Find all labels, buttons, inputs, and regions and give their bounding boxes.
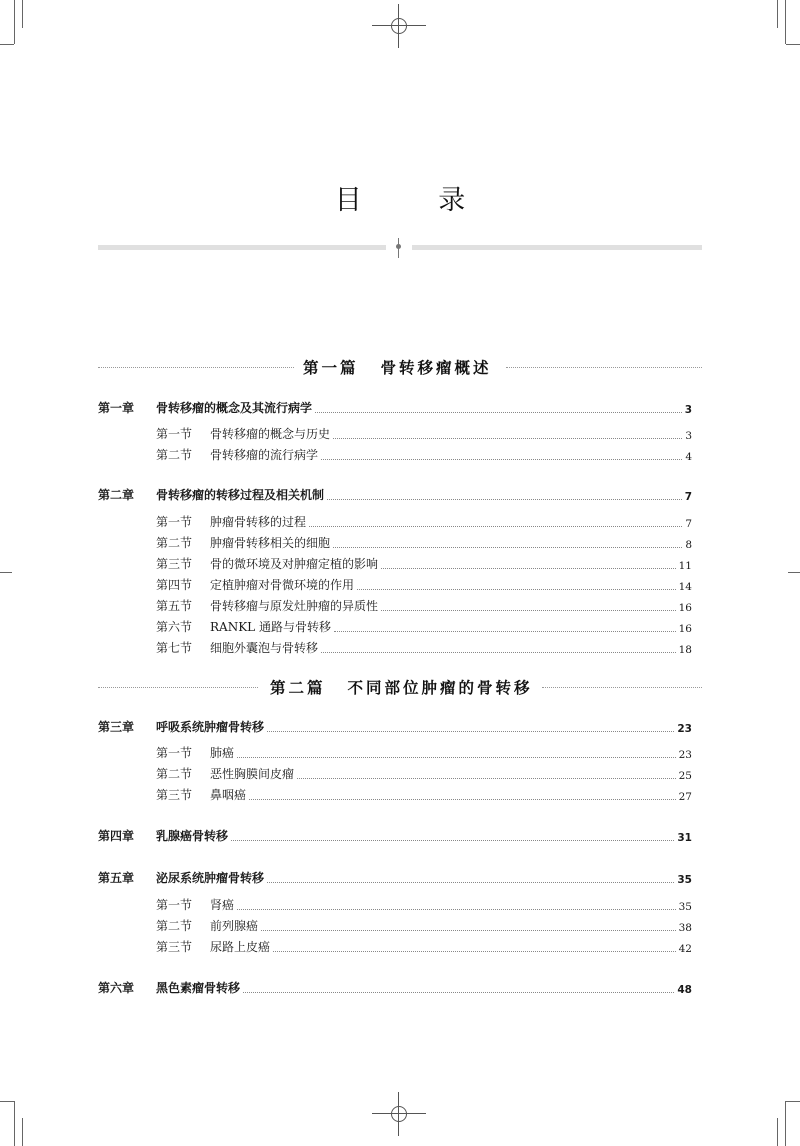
chapter-title: 黑色素瘤骨转移 — [156, 981, 241, 995]
dot-leader — [273, 951, 676, 952]
section-number: 第二节 — [156, 536, 193, 550]
page-number: 14 — [678, 581, 692, 593]
section-number: 第六节 — [156, 620, 193, 634]
toc-chapter-2[interactable] — [98, 487, 692, 503]
dot-leader — [315, 412, 682, 413]
page-number: 4 — [685, 451, 692, 463]
toc-chapter-3[interactable] — [98, 719, 692, 735]
page-number: 16 — [678, 623, 692, 635]
section-title: 骨的微环境及对肿瘤定植的影响 — [210, 557, 379, 571]
section-title: 肾癌 — [210, 898, 235, 912]
page-number: 11 — [678, 560, 692, 572]
dot-leader — [231, 840, 674, 841]
section-title: 骨转移瘤的流行病学 — [210, 448, 319, 462]
section-title: 肿瘤骨转移的过程 — [210, 515, 307, 529]
toc-section-3-2[interactable] — [98, 766, 692, 782]
title-underline-right — [412, 245, 702, 250]
page-number: 3 — [685, 430, 692, 442]
page-number: 23 — [678, 749, 692, 761]
toc-chapter-1[interactable] — [98, 400, 692, 416]
page-number: 18 — [678, 644, 692, 656]
dot-leader — [327, 499, 682, 500]
toc-section-2-6[interactable] — [98, 619, 692, 635]
section-title: 细胞外囊泡与骨转移 — [210, 641, 319, 655]
chapter-title: 骨转移瘤的概念及其流行病学 — [156, 401, 313, 415]
page-number: 23 — [677, 723, 692, 735]
toc-section-2-4[interactable] — [98, 577, 692, 593]
toc-section-3-1[interactable] — [98, 745, 692, 761]
dot-leader — [321, 459, 682, 460]
chapter-number: 第二章 — [98, 488, 135, 502]
chapter-number: 第三章 — [98, 720, 135, 734]
page-number: 7 — [685, 518, 692, 530]
dot-leader — [267, 882, 674, 883]
section-number: 第一节 — [156, 515, 193, 529]
part-heading-2 — [98, 676, 702, 698]
dot-leader — [249, 799, 676, 800]
toc-section-2-1[interactable] — [98, 514, 692, 530]
dot-leader — [297, 778, 676, 779]
part-title: 骨转移瘤概述 — [380, 359, 492, 377]
chapter-title: 骨转移瘤的转移过程及相关机制 — [156, 488, 325, 502]
dot-leader — [334, 631, 676, 632]
dot-leader — [357, 589, 676, 590]
page-title: 目 录 — [334, 185, 500, 216]
chapter-title: 泌尿系统肿瘤骨转移 — [156, 871, 265, 885]
toc-section-2-7[interactable] — [98, 640, 692, 656]
page-number: 31 — [677, 832, 692, 844]
part-heading-1 — [98, 356, 702, 378]
page-number: 35 — [677, 874, 692, 886]
chapter-number: 第六章 — [98, 981, 135, 995]
toc-section-1-1[interactable] — [98, 426, 692, 442]
section-title: 肿瘤骨转移相关的细胞 — [210, 536, 331, 550]
part-title: 不同部位肿瘤的骨转移 — [347, 679, 533, 697]
section-number: 第七节 — [156, 641, 193, 655]
toc-section-5-1[interactable] — [98, 897, 692, 913]
section-number: 第二节 — [156, 448, 193, 462]
section-title: 鼻咽癌 — [210, 788, 247, 802]
section-number: 第二节 — [156, 919, 193, 933]
section-title: 骨转移瘤与原发灶肿瘤的异质性 — [210, 599, 379, 613]
toc-section-2-3[interactable] — [98, 556, 692, 572]
toc-section-5-2[interactable] — [98, 918, 692, 934]
page-number: 35 — [678, 901, 692, 913]
page-number: 3 — [684, 404, 692, 416]
toc-section-3-3[interactable] — [98, 787, 692, 803]
page-number: 8 — [685, 539, 692, 551]
toc-chapter-6[interactable] — [98, 980, 692, 996]
dot-leader — [237, 757, 676, 758]
toc-chapter-4[interactable] — [98, 828, 692, 844]
page-number: 7 — [684, 491, 692, 503]
dot-leader — [381, 568, 676, 569]
chapter-number: 第五章 — [98, 871, 135, 885]
section-title: 前列腺癌 — [210, 919, 259, 933]
section-number: 第三节 — [156, 788, 193, 802]
dot-leader — [243, 992, 674, 993]
chapter-number: 第四章 — [98, 829, 135, 843]
dot-leader — [309, 526, 682, 527]
part-label: 第一篇 — [303, 359, 359, 377]
page-number: 42 — [678, 943, 692, 955]
section-title: 尿路上皮癌 — [210, 940, 271, 954]
dot-leader — [267, 731, 674, 732]
section-title: 肺癌 — [210, 746, 235, 760]
page-number: 27 — [678, 791, 692, 803]
section-number: 第一节 — [156, 898, 193, 912]
section-number: 第一节 — [156, 746, 193, 760]
dot-leader — [333, 547, 682, 548]
section-title: 恶性胸膜间皮瘤 — [210, 767, 295, 781]
chapter-title: 呼吸系统肿瘤骨转移 — [156, 720, 265, 734]
section-number: 第二节 — [156, 767, 193, 781]
title-underline-left — [98, 245, 386, 250]
section-number: 第三节 — [156, 940, 193, 954]
section-title: RANKL 通路与骨转移 — [210, 620, 331, 634]
section-number: 第五节 — [156, 599, 193, 613]
toc-section-2-2[interactable] — [98, 535, 692, 551]
section-number: 第三节 — [156, 557, 193, 571]
page-number: 16 — [678, 602, 692, 614]
toc-section-2-5[interactable] — [98, 598, 692, 614]
toc-section-5-3[interactable] — [98, 939, 692, 955]
part-label: 第二篇 — [270, 679, 326, 697]
dot-leader — [261, 930, 676, 931]
dot-leader — [381, 610, 676, 611]
section-number: 第四节 — [156, 578, 193, 592]
section-title: 骨转移瘤的概念与历史 — [210, 427, 331, 441]
dot-leader — [321, 652, 676, 653]
page-number: 48 — [677, 984, 692, 996]
page-number: 25 — [678, 770, 692, 782]
dot-leader — [237, 909, 676, 910]
title-ornament-dot — [396, 244, 401, 249]
section-title: 定植肿瘤对骨微环境的作用 — [210, 578, 355, 592]
toc-section-1-2[interactable] — [98, 447, 692, 463]
chapter-title: 乳腺癌骨转移 — [156, 829, 229, 843]
chapter-number: 第一章 — [98, 401, 135, 415]
toc-chapter-5[interactable] — [98, 870, 692, 886]
page-number: 38 — [678, 922, 692, 934]
dot-leader — [333, 438, 682, 439]
section-number: 第一节 — [156, 427, 193, 441]
